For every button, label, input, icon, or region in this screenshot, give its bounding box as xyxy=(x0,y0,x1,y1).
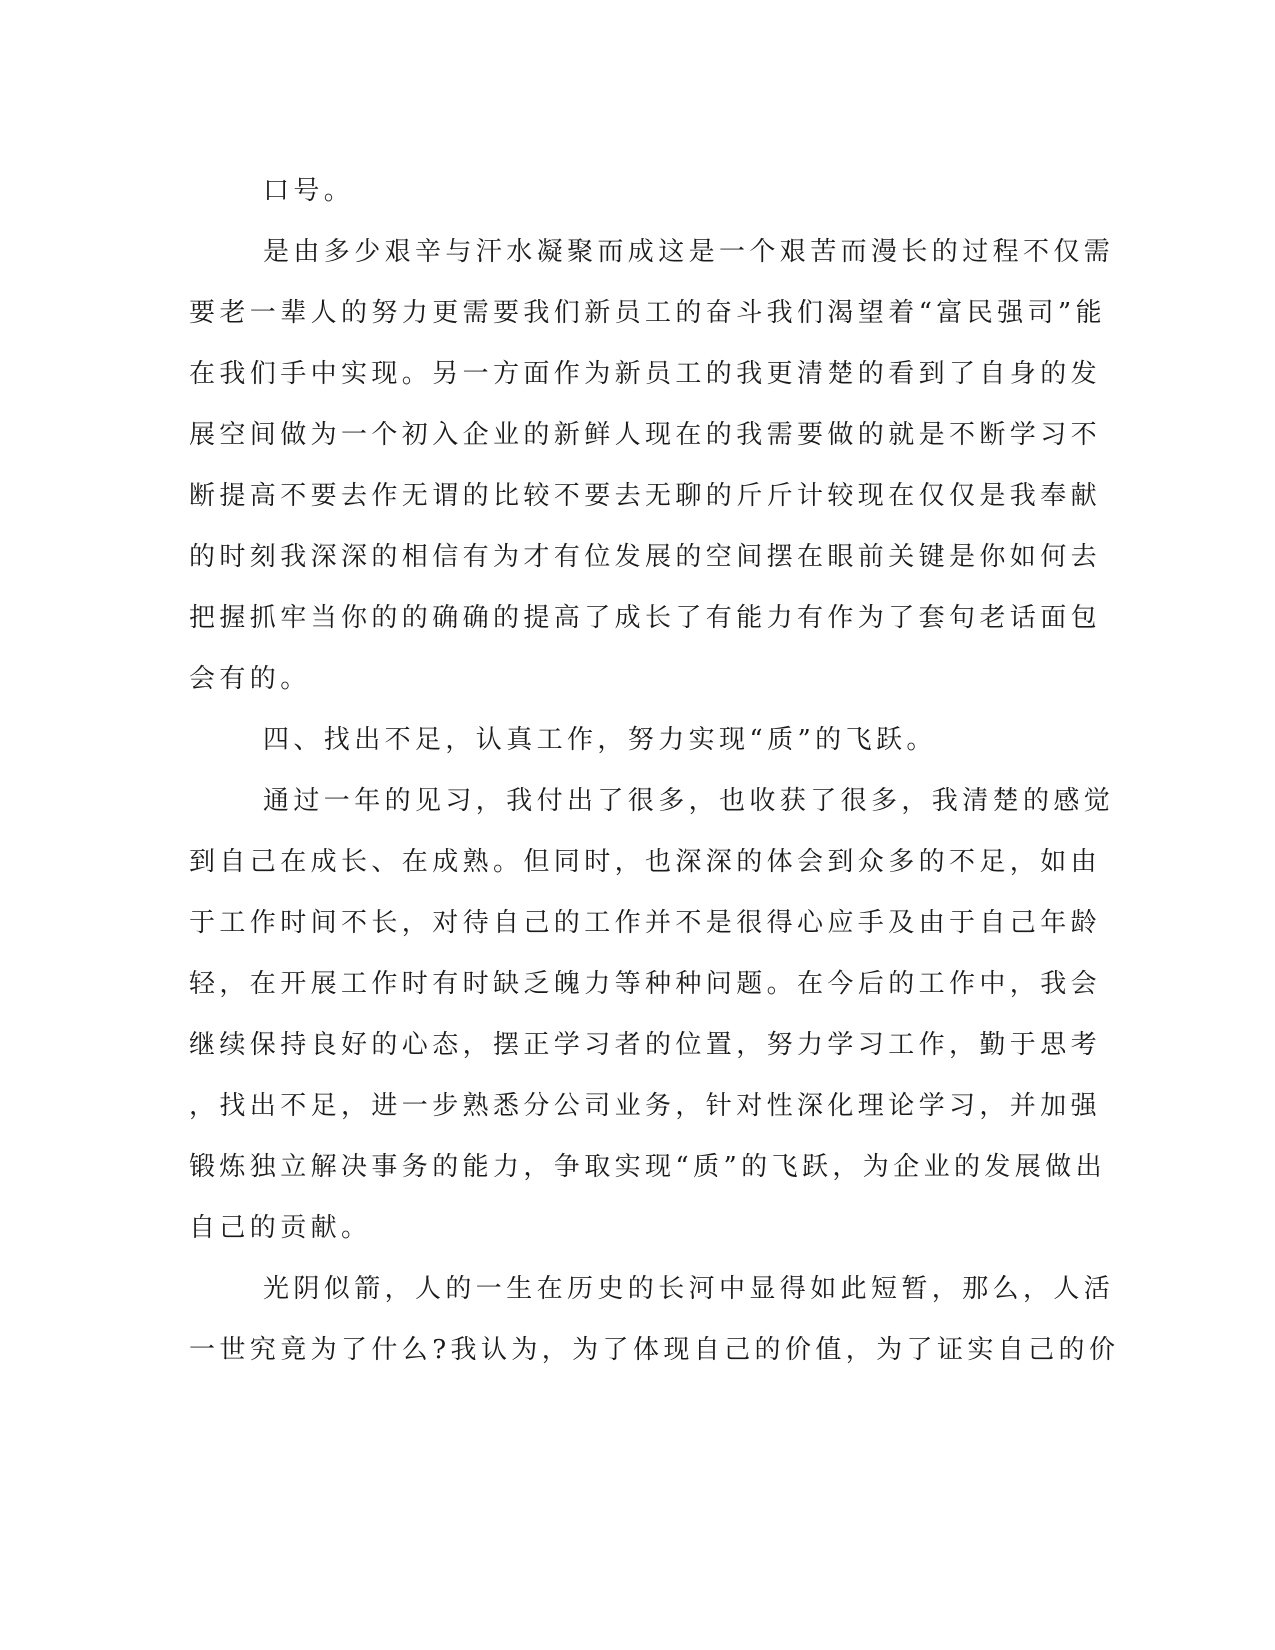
body-text xyxy=(189,161,1120,1381)
text-line: 是由多少艰辛与汗水凝聚而成这是一个艰苦而漫长的过程不仅需 xyxy=(263,237,1115,267)
text-line: 于工作时间不长，对待自己的工作并不是很得心应手及由于自己年龄 xyxy=(189,908,1102,938)
text-line: 一世究竟为了什么?我认为，为了体现自己的价值，为了证实自己的价 xyxy=(189,1335,1120,1365)
text-line: 通过一年的见习，我付出了很多，也收获了很多，我清楚的感觉 xyxy=(263,786,1115,816)
text-line: 锻炼独立解决事务的能力，争取实现“质”的飞跃，为企业的发展做出 xyxy=(189,1152,1106,1182)
text-line: 自己的贡献。 xyxy=(189,1213,372,1243)
text-line: 光阴似箭，人的一生在历史的长河中显得如此短暂，那么，人活 xyxy=(263,1274,1115,1304)
text-line: ，找出不足，进一步熟悉分公司业务，针对性深化理论学习，并加强 xyxy=(189,1091,1102,1121)
text-line: 会有的。 xyxy=(189,664,311,694)
text-line: 断提高不要去作无谓的比较不要去无聊的斤斤计较现在仅仅是我奉献 xyxy=(189,481,1102,511)
text-line: 轻，在开展工作时有时缺乏魄力等种种问题。在今后的工作中，我会 xyxy=(189,969,1102,999)
text-line: 的时刻我深深的相信有为才有位发展的空间摆在眼前关键是你如何去 xyxy=(189,542,1102,572)
section-heading: 四、找出不足，认真工作，努力实现“质”的飞跃。 xyxy=(263,725,937,755)
text-line: 到自己在成长、在成熟。但同时，也深深的体会到众多的不足，如由 xyxy=(189,847,1102,877)
text-line: 口号。 xyxy=(263,176,355,206)
text-line: 要老一辈人的努力更需要我们新员工的奋斗我们渴望着“富民强司”能 xyxy=(189,298,1106,328)
text-line: 继续保持良好的心态，摆正学习者的位置，努力学习工作，勤于思考 xyxy=(189,1030,1102,1060)
text-line: 在我们手中实现。另一方面作为新员工的我更清楚的看到了自身的发 xyxy=(189,359,1102,389)
text-line: 展空间做为一个初入企业的新鲜人现在的我需要做的就是不断学习不 xyxy=(189,420,1102,450)
text-line: 把握抓牢当你的的确确的提高了成长了有能力有作为了套句老话面包 xyxy=(189,603,1102,633)
